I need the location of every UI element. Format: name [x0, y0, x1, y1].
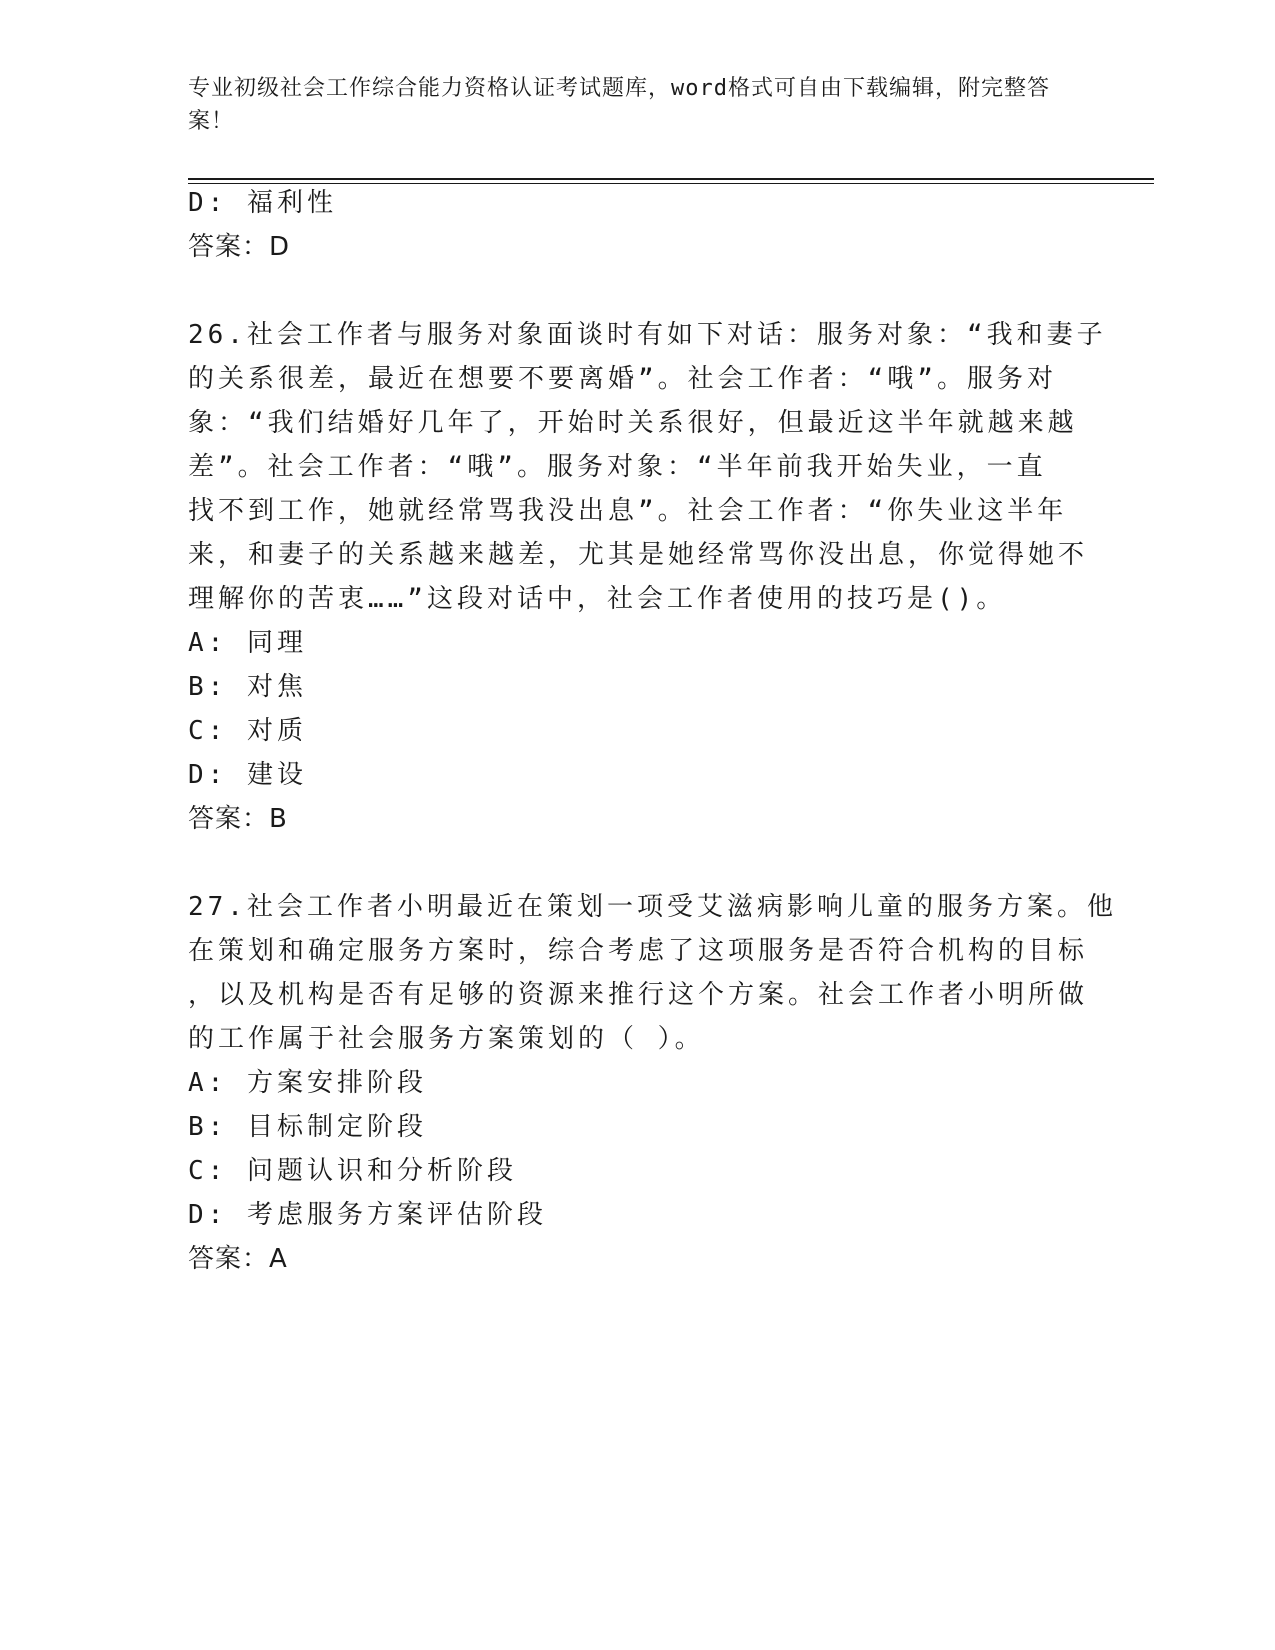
document-header: 专业初级社会工作综合能力资格认证考试题库，word格式可自由下载编辑，附完整答案！ — [188, 76, 1050, 134]
q26-stem-line: 的关系很差，最近在想要不要离婚”。社会工作者：“哦”。服务对 — [188, 364, 1057, 394]
q27-option-b: B: 目标制定阶段 — [188, 1112, 427, 1142]
q26-stem-line: 找不到工作，她就经常骂我没出息”。社会工作者：“你失业这半年 — [188, 496, 1068, 526]
header-divider-thick — [188, 178, 1154, 180]
q27-stem-line: 27.社会工作者小明最近在策划一项受艾滋病影响儿童的服务方案。他 — [188, 892, 1117, 922]
header-divider-thin — [188, 183, 1154, 184]
q27-option-c: C: 问题认识和分析阶段 — [188, 1156, 517, 1186]
q27-option-d: D: 考虑服务方案评估阶段 — [188, 1200, 547, 1230]
q27-stem-line: ，以及机构是否有足够的资源来推行这个方案。社会工作者小明所做 — [188, 980, 1089, 1010]
q26-stem-line: 来，和妻子的关系越来越差，尤其是她经常骂你没出息，你觉得她不 — [188, 540, 1089, 570]
q26-stem-line: 26.社会工作者与服务对象面谈时有如下对话：服务对象：“我和妻子 — [188, 320, 1107, 350]
q26-option-a: A: 同理 — [188, 628, 307, 658]
q27-option-a: A: 方案安排阶段 — [188, 1068, 427, 1098]
q26-stem-line: 差”。社会工作者：“哦”。服务对象：“半年前我开始失业，一直 — [188, 452, 1047, 482]
q27-answer: 答案：A — [188, 1244, 288, 1274]
q26-option-d: D: 建设 — [188, 760, 307, 790]
q26-stem-line: 理解你的苦衷……”这段对话中，社会工作者使用的技巧是()。 — [188, 584, 1007, 614]
q25-option-d: D: 福利性 — [188, 188, 337, 218]
q25-answer: 答案：D — [188, 232, 291, 262]
q27-stem-line: 的工作属于社会服务方案策划的（ ）。 — [188, 1024, 705, 1054]
q26-option-b: B: 对焦 — [188, 672, 307, 702]
q26-answer: 答案：B — [188, 804, 288, 834]
q26-option-c: C: 对质 — [188, 716, 307, 746]
q27-stem-line: 在策划和确定服务方案时，综合考虑了这项服务是否符合机构的目标 — [188, 936, 1089, 966]
q26-stem-line: 象：“我们结婚好几年了，开始时关系很好，但最近这半年就越来越 — [188, 408, 1078, 438]
